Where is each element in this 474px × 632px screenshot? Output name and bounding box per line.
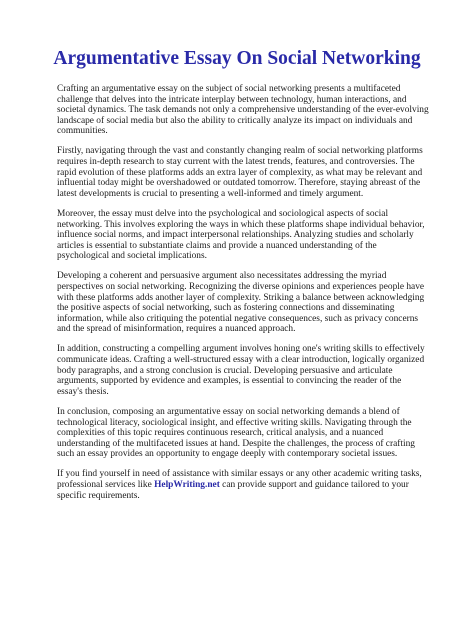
document-title: Argumentative Essay On Social Networking [53, 48, 421, 69]
paragraph-research: Firstly, navigating through the vast and constantly changing realm of social networking platforms requires in-depth research to stay current with the latest trends, features, and controversies. The rapid evolution of these platforms adds an extra layer of complexity, as what may be relevant and influential today might be overshadowed or outdated tomorrow. Therefore, staying abreast of the latest developments is crucial to presenting a well-informed and timely argument. [57, 146, 423, 199]
paragraph-perspectives: Developing a coherent and persuasive argument also necessitates addressing the myriad perspectives on social networking. Recognizing the diverse opinions and experiences people have with these platforms adds another layer of complexity. Striking a balance between acknowledging the positive aspects of social networking, such as fostering connections and disseminating information, while also critiquing the potential negative consequences, such as privacy concerns and the spread of misinformation, requires a nuanced approach. [57, 271, 425, 335]
paragraph-intro: Crafting an argumentative essay on the subject of social networking presents a multifaceted challenge that delves into the intricate interplay between technology, human interactions, and societal dynamics. The task demands not only a comprehensive understanding of the ever-evolving landscape of social media but also the ability to critically analyze its impact on individuals and communities. [57, 84, 429, 137]
closing-text-before: If you find yourself in need of assistance with similar essays or any other academic writing tasks, professional services like [57, 469, 422, 490]
closing-text-after: can provide support and guidance tailored to your specific requirements. [57, 480, 409, 501]
paragraph-closing [57, 469, 429, 501]
helpwriting-link[interactable]: HelpWriting.net [154, 480, 220, 490]
document-body [57, 84, 429, 511]
paragraph-conclusion: In conclusion, composing an argumentative essay on social networking demands a blend of technological literacy, sociological insight, and effective writing skills. Navigating through the complexities of this topic requires continuous research, critical analysis, and a nuanced understanding of the multifaceted issues at hand. Despite the challenges, the process of crafting such an essay provides an opportunity to engage deeply with contemporary societal issues. [57, 406, 415, 460]
paragraph-writing-skills: In addition, constructing a compelling argument involves honing one's writing skills to effectively communicate ideas. Crafting a well-structured essay with a clear introduction, logically organized body paragraphs, and a strong conclusion is crucial. Developing persuasive and articulate arguments, supported by evidence and examples, is essential to convincing the reader of the essay's thesis. [57, 344, 425, 397]
paragraph-psychology: Moreover, the essay must delve into the psychological and sociological aspects of social networking. This involves exploring the ways in which these platforms shape individual behavior, influence social norms, and impact interpersonal relationships. Analyzing studies and scholarly articles is essential to substantiate claims and provide a nuanced understanding of the psychological and societal implications. [57, 208, 425, 262]
